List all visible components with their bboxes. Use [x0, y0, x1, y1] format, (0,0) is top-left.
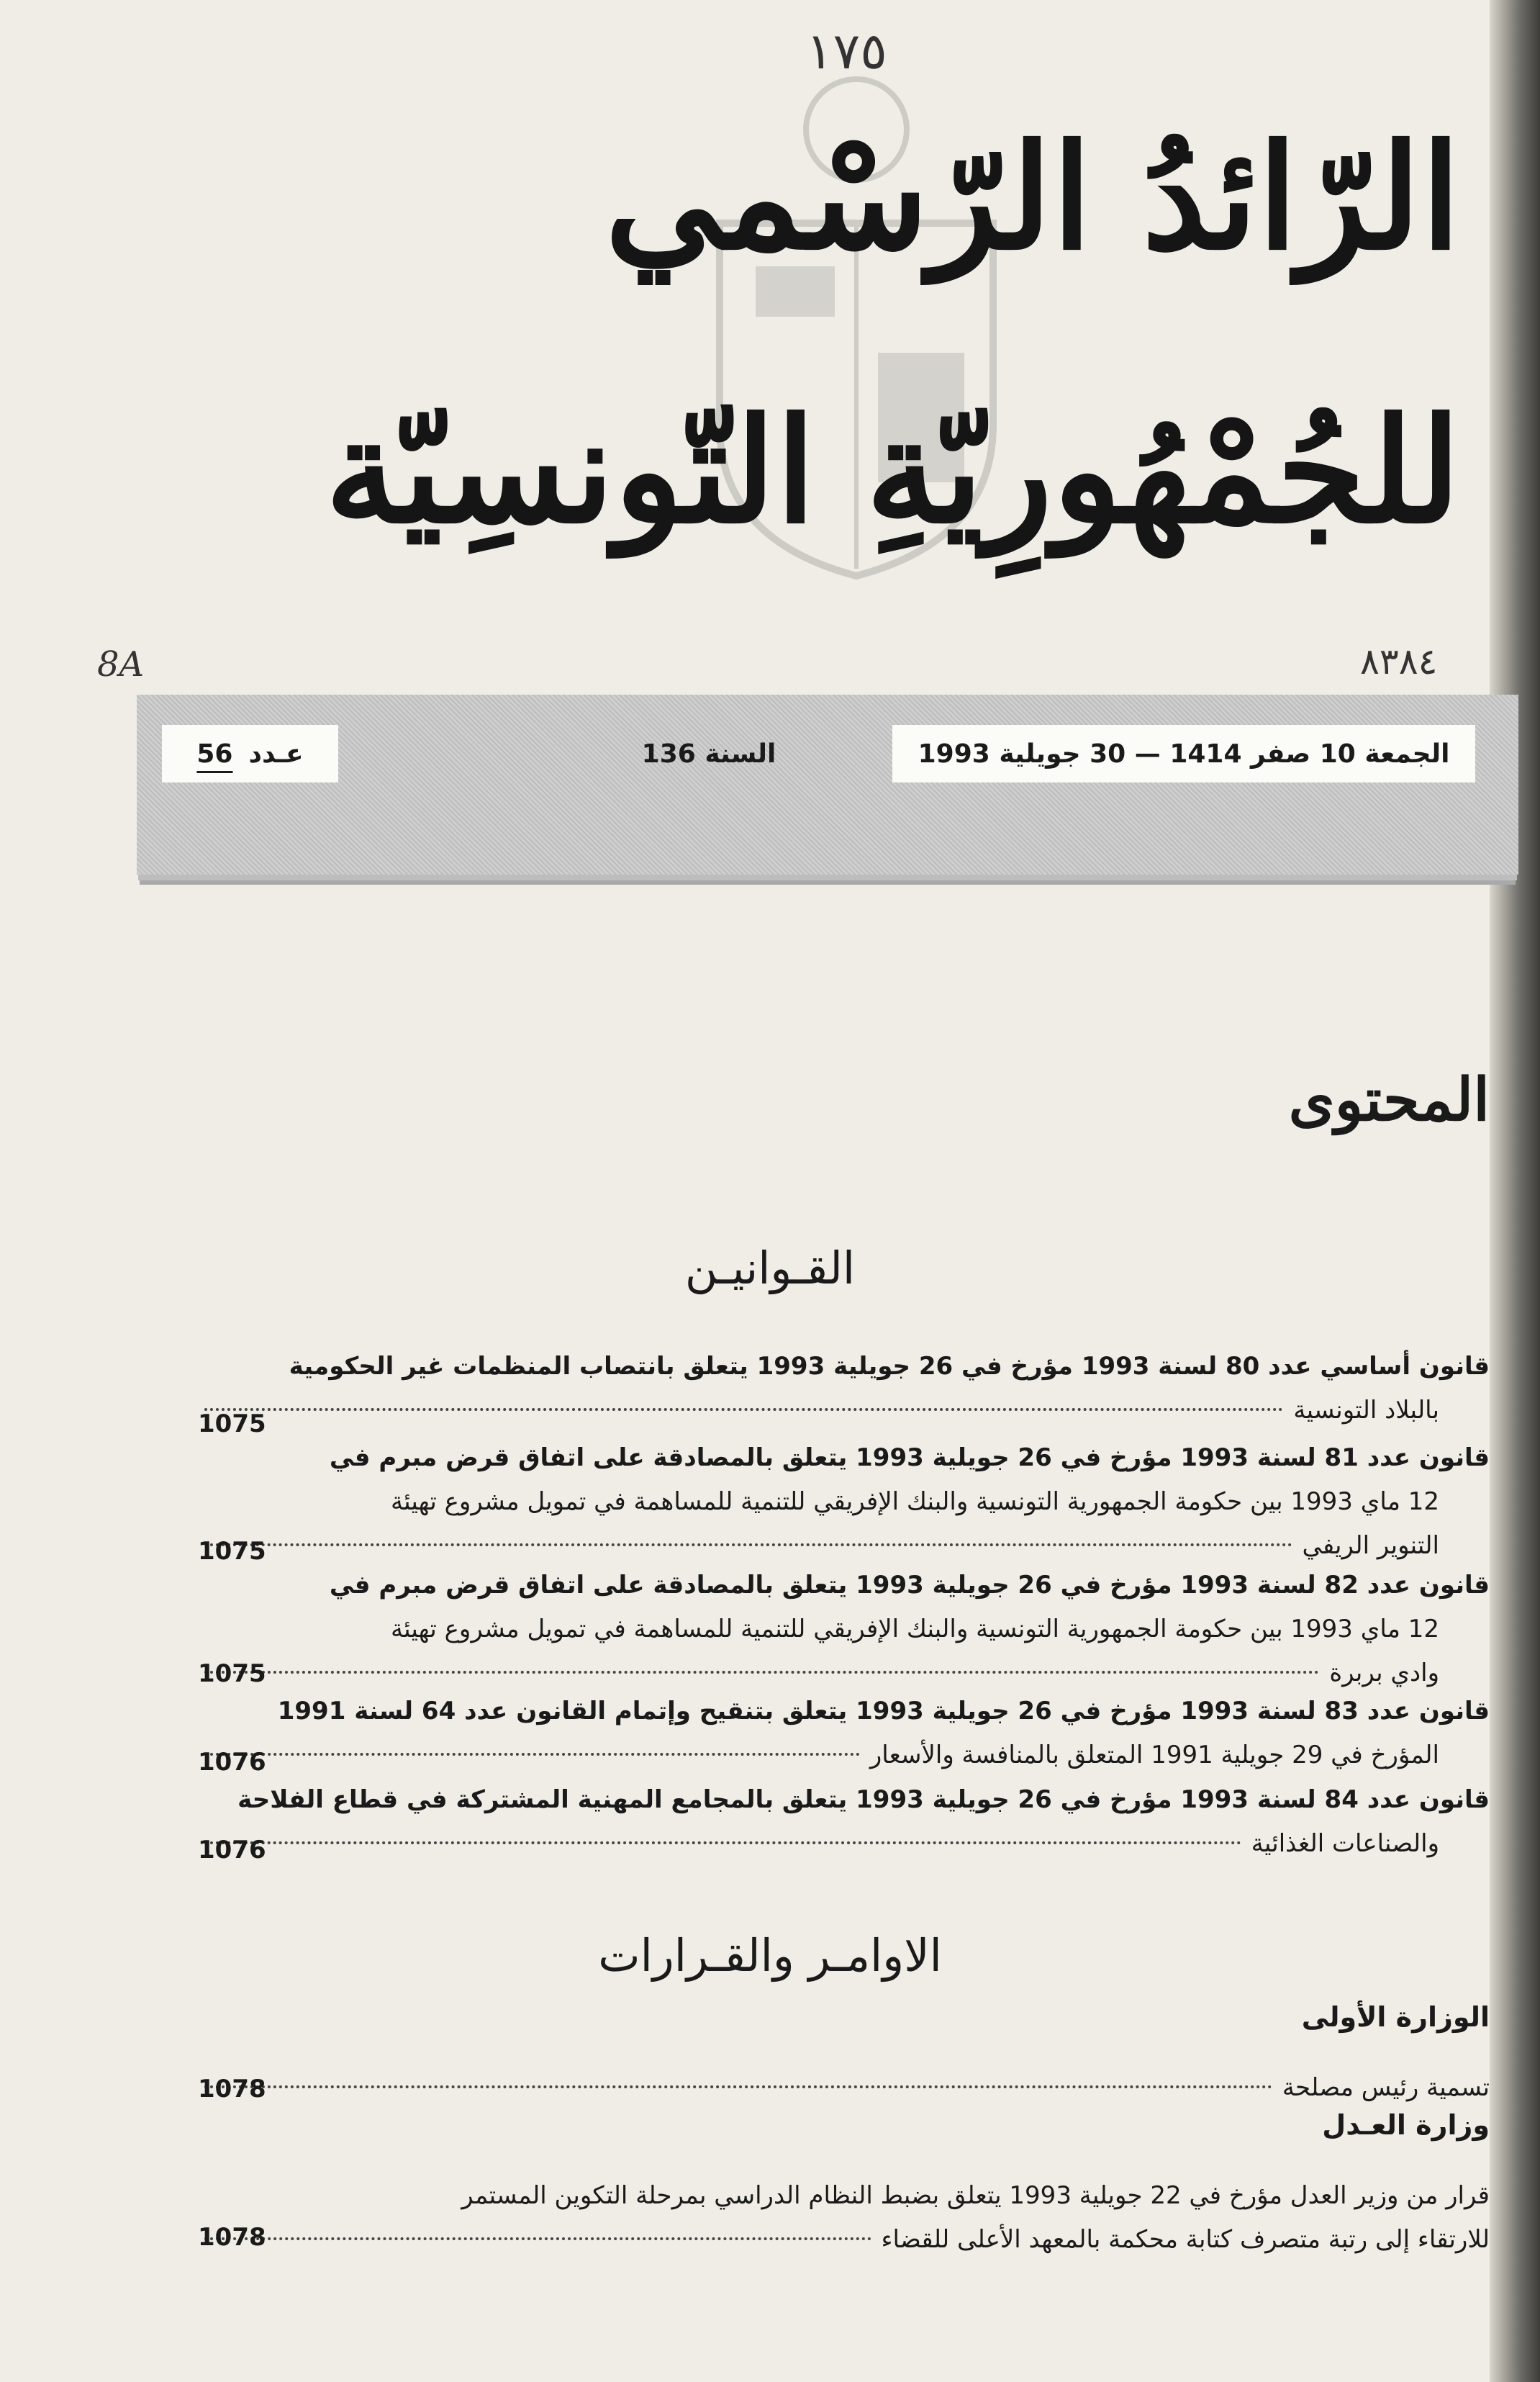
issue-banner — [137, 695, 1518, 875]
toc-entry-title: قانون أساسي عدد 80 لسنة 1993 مؤرخ في 26 جويلية 1993 يتعلق بانتصاب المنظمات غير الحكومية — [289, 1352, 1490, 1381]
toc-entry-leader — [194, 2066, 1490, 2110]
dot-leader — [204, 1543, 1292, 1546]
ministry-heading-prime: الوزارة الأولى — [1301, 2001, 1490, 2033]
page-edge-shadow — [1490, 0, 1540, 2382]
toc-entry-law-83[interactable] — [194, 1689, 1490, 1777]
toc-page-number: 1075 — [198, 1409, 266, 1438]
toc-entry-justice[interactable] — [194, 2174, 1490, 2262]
dot-leader — [204, 1753, 860, 1756]
toc-entry-title: قانون عدد 84 لسنة 1993 مؤرخ في 26 جويلية 1993 يتعلق بالمجامع المهنية المشتركة في قطاع الفلاحة — [237, 1785, 1490, 1814]
toc-page-number: 1076 — [198, 1748, 266, 1777]
dot-leader — [204, 1841, 1241, 1844]
toc-entry-law-82[interactable] — [194, 1564, 1490, 1695]
dot-leader — [204, 1408, 1283, 1411]
toc-entry-continuation: وادي بربرة — [1329, 1659, 1439, 1687]
toc-entry-law-81[interactable] — [194, 1436, 1490, 1568]
toc-entry-law-84[interactable] — [194, 1778, 1490, 1866]
issue-number-box — [162, 725, 338, 782]
toc-entry-continuation: 12 ماي 1993 بين حكومة الجمهورية التونسية والبنك الإفريقي للتنمية للمساهمة في تمويل مشروع تهيئة — [390, 1487, 1439, 1516]
toc-page-number: 1078 — [198, 2223, 266, 2252]
toc-page-number: 1076 — [198, 1836, 266, 1864]
toc-entry-title: قانون عدد 81 لسنة 1993 مؤرخ في 26 جويلية 1993 يتعلق بالمصادقة على اتفاق قرض مبرم في — [329, 1443, 1490, 1472]
toc-page-number: 1075 — [198, 1537, 266, 1566]
handwritten-margin-mark: 8A — [97, 644, 145, 685]
toc-entry-continuation: التنوير الريفي — [1302, 1531, 1439, 1560]
toc-entry-prime-ministry[interactable] — [194, 2066, 1490, 2110]
issue-number-label: عـدد — [248, 739, 304, 769]
toc-page-number: 1078 — [198, 2075, 266, 2103]
gazette-title-line-1: الرّائدُ الرّسْمي — [604, 113, 1461, 282]
toc-entry-leader — [194, 1651, 1490, 1695]
issue-year: السنة 136 — [641, 739, 776, 769]
issue-date: الجمعة 10 صفر 1414 — 30 جويلية 1993 — [892, 725, 1475, 782]
dot-leader — [204, 2237, 871, 2240]
issue-number: 56 — [196, 739, 233, 769]
toc-entry-title: قانون عدد 82 لسنة 1993 مؤرخ في 26 جويلية 1993 يتعلق بالمصادقة على اتفاق قرض مبرم في — [329, 1571, 1490, 1600]
toc-entry-title: تسمية رئيس مصلحة — [1282, 2073, 1490, 2102]
handwritten-page-number: ١٧٥ — [806, 22, 887, 81]
toc-entry-continuation: المؤرخ في 29 جويلية 1991 المتعلق بالمنافسة والأسعار — [869, 1741, 1439, 1769]
toc-entry-law-80[interactable] — [194, 1345, 1490, 1433]
toc-entry-leader — [194, 2218, 1490, 2262]
ministry-heading-justice: وزارة العـدل — [1322, 2109, 1490, 2141]
toc-entry-continuation: للارتقاء إلى رتبة متصرف كتابة محكمة بالمعهد الأعلى للقضاء — [881, 2225, 1490, 2254]
contents-heading: المحتوى — [1288, 1065, 1490, 1134]
laws-section-title: القـوانيـن — [684, 1242, 856, 1294]
dot-leader — [204, 1671, 1319, 1674]
dot-leader — [204, 2085, 1272, 2088]
toc-entry-leader — [194, 1822, 1490, 1866]
toc-entry-continuation: 12 ماي 1993 بين حكومة الجمهورية التونسية والبنك الإفريقي للتنمية للمساهمة في تمويل مشروع تهيئة — [390, 1615, 1439, 1643]
toc-entry-leader — [194, 1733, 1490, 1777]
toc-entry-title: قانون عدد 83 لسنة 1993 مؤرخ في 26 جويلية 1993 يتعلق بتنقيح وإتمام القانون عدد 64 لسنة 1991 — [277, 1697, 1490, 1725]
gazette-title-line-2: للجُمْهُورِيّةِ التّونسِيّة — [325, 387, 1461, 556]
handwritten-reference-number: ٨٣٨٤ — [1360, 641, 1438, 682]
toc-entry-continuation: والصناعات الغذائية — [1251, 1829, 1439, 1858]
toc-page-number: 1075 — [198, 1659, 266, 1688]
toc-entry-leader — [194, 1389, 1490, 1433]
toc-entry-continuation: بالبلاد التونسية — [1293, 1396, 1439, 1425]
toc-entry-leader — [194, 1524, 1490, 1568]
toc-entry-title: قرار من وزير العدل مؤرخ في 22 جويلية 1993 يتعلق بضبط النظام الدراسي بمرحلة التكوين المستمر — [461, 2181, 1490, 2210]
decrees-section-title: الاوامـر والقـرارات — [598, 1929, 942, 1982]
